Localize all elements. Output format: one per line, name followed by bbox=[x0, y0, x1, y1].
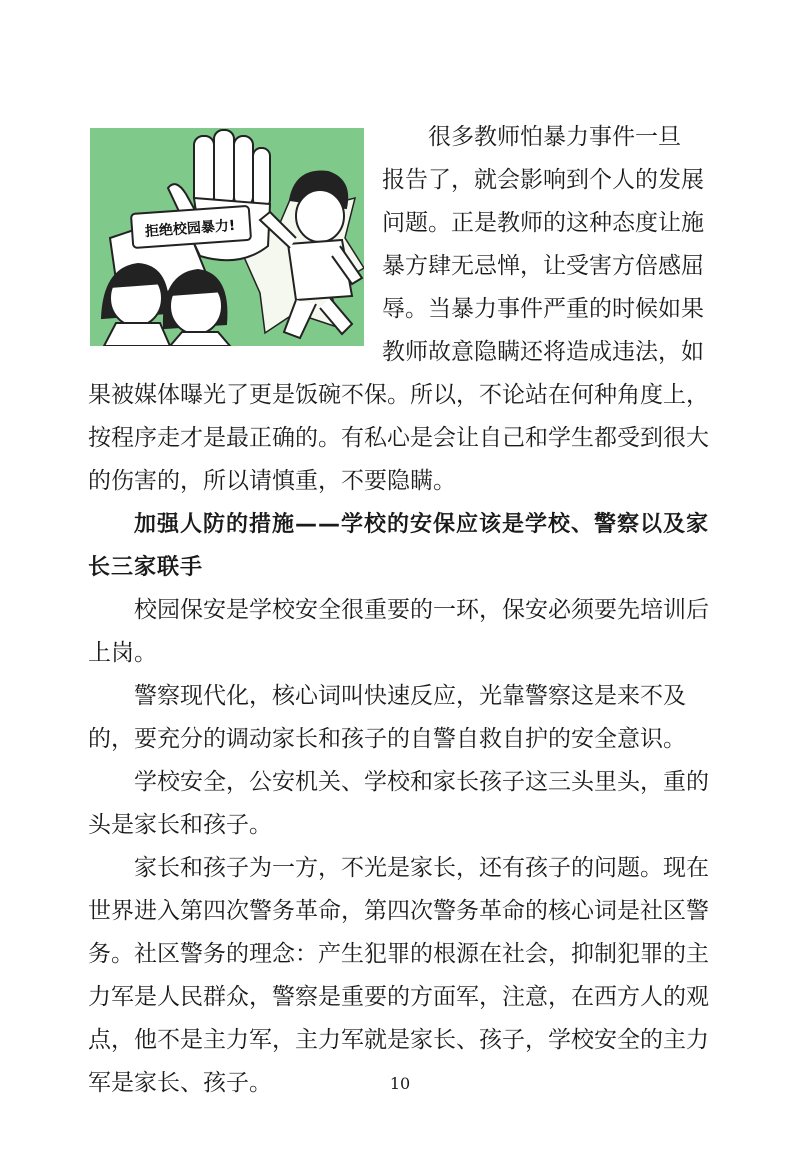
paragraph: 校园保安是学校安全很重要的一环，保安必须要先培训后上岗。 bbox=[88, 597, 709, 666]
wrapped-line: 教师故意隐瞒还将造成违法，如 bbox=[382, 339, 704, 365]
paragraph: 警察现代化，核心词叫快速反应，光靠警察这是来不及的，要充分的调动家长和孩子的自警自救自护的安全意识。 bbox=[88, 683, 686, 752]
anti-school-violence-illustration bbox=[90, 128, 364, 346]
wrapped-line: 暴方肆无忌惮，让受害方倍感屈 bbox=[382, 253, 704, 279]
paragraph: 家长和孩子为一方，不光是家长，还有孩子的问题。现在世界进入第四次警务革命，第四次警务革命的核心词是社区警务。社区警务的理念：产生犯罪的根源在社会，抑制犯罪的主力军是人民群众，警察是重要的方面军，注意，在西方人的观点，他不是主力军，主力军就是家长、孩子，学校安全的主力军是家长、孩子。 bbox=[88, 855, 709, 1096]
paragraph-continuation: 果被媒体曝光了更是饭碗不保。所以，不论站在何种角度上，按程序走才是最正确的。有私心是会让自己和学生都受到很大的伤害的，所以请慎重，不要隐瞒。 bbox=[88, 382, 709, 494]
body-text bbox=[88, 374, 720, 1105]
wrapped-line: 很多教师怕暴力事件一旦 bbox=[428, 124, 681, 150]
wrapped-line: 报告了，就会影响到个人的发展 bbox=[382, 167, 704, 193]
section-heading: 加强人防的措施——学校的安保应该是学校、警察以及家长三家联手 bbox=[88, 512, 710, 580]
sign-text: 拒绝校园暴力! bbox=[144, 217, 236, 241]
slogan-sign bbox=[131, 206, 251, 248]
paragraph: 学校安全，公安机关、学校和家长孩子这三头里头，重的头是家长和孩子。 bbox=[88, 769, 709, 838]
page-number: 10 bbox=[389, 1074, 411, 1093]
wrapped-line: 问题。正是教师的这种态度让施 bbox=[382, 210, 704, 236]
wrapped-text-block bbox=[382, 116, 716, 374]
wrapped-line: 辱。当暴力事件严重的时候如果 bbox=[382, 296, 704, 322]
